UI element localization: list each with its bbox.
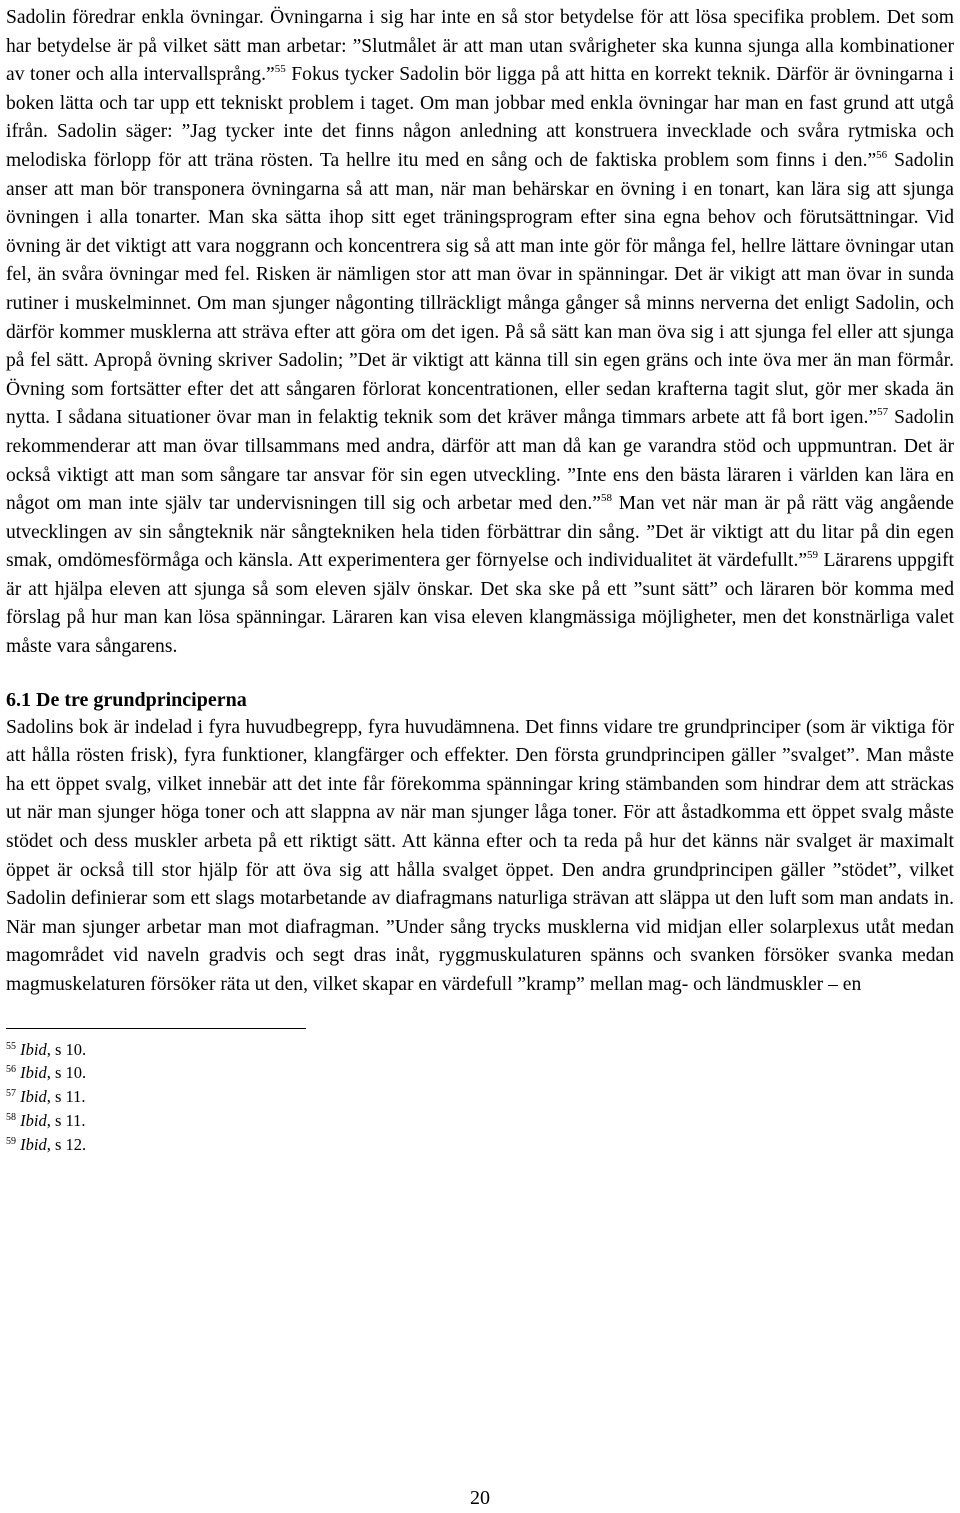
footnote-number: 59: [6, 1135, 16, 1147]
footnote-source: Ibid: [20, 1110, 47, 1130]
footnote-marker: 56: [876, 148, 888, 161]
footnote-number: 55: [6, 1040, 16, 1052]
section-heading: 6.1 De tre grundprinciperna: [6, 688, 247, 711]
footnote-number: 56: [6, 1064, 16, 1076]
footnote-page-ref: , s 12.: [46, 1134, 87, 1154]
paragraph-text: Man vet när man är på rätt väg angående utvecklingen av sin sångteknik när sångtekniken hela tiden förbättrar din sång. ”Det är viktigt att du litar på din egen smak, omdömesförmåga och känsla. Att experimentera ger förnyelse och individualitet ät värdefullt.”: [6, 493, 955, 572]
footnote: [6, 1109, 954, 1133]
footnote-separator: [6, 1028, 306, 1029]
footnote-source: Ibid: [20, 1063, 47, 1083]
paragraph-text: Sadolin rekommenderar att man övar tillsammans med andra, därför att man då kan ge varandra stöd och uppmuntran. Det är också viktigt att man som sångare tar ansvar för sin egen utveckling. ”Inte ens den bästa läraren i världen kan lära en något om man inte själv tar undervisningen till sig och arbetar med den.”: [6, 407, 954, 515]
footnote-source: Ibid: [20, 1039, 47, 1059]
footnote: [6, 1038, 954, 1062]
paragraph-text: Lärarens uppgift är att hjälpa eleven att sjunga så som eleven själv önskar. Det ska ske på ett ”sunt sätt” och läraren bör komma med förslag på hur man kan lösa spänningar. Läraren kan visa eleven klangmässiga möjligheter, men det konstnärliga valet måste vara sångarens.: [6, 550, 954, 658]
footnote-source: Ibid: [20, 1134, 47, 1154]
footnote: [6, 1061, 954, 1085]
footnote-marker: 59: [807, 549, 819, 562]
paragraph-text: Fokus tycker Sadolin bör ligga på att hitta en korrekt teknik. Därför är övningarna i boken lätta och tar upp ett tekniskt problem i taget. Om man jobbar med enkla övningar har man en fast grund att utgå ifrån. Sadolin säger: ”Jag tycker inte det finns någon anledning att konstruera invecklade och svåra rytmiska och melodiska förlopp för att träna rösten. Ta hellre itu med en sång och de faktiska problem som finns i den.”: [6, 64, 954, 171]
footnote-page-ref: , s 11.: [46, 1110, 86, 1130]
footnote-page-ref: , s 10.: [46, 1063, 87, 1083]
footnote-page-ref: , s 11.: [46, 1087, 86, 1107]
footnote-marker: 58: [600, 492, 612, 505]
footnote-marker: 57: [877, 406, 889, 419]
body-paragraph-2: Sadolins bok är indelad i fyra huvudbegrepp, fyra huvudämnena. Det finns vidare tre grundprinciper (som är viktiga för att hålla rösten frisk), fyra funktioner, klangfärger och effekter. Den första grundprincipen gäller ”svalget”. Man måste ha ett öppet svalg, vilket innebär att det inte får förekomma spänningar kring stämbanden som hindrar dem att sträckas ut när man sjunger höga toner och att slappna av när man sjunger låga toner. För att åstadkomma ett öppet svalg måste stödet och dess muskler arbeta på ett riktigt sätt. Att känna efter och ta reda på hur det känns när svalget är maximalt öppet är också till stor hjälp för att öva sig att hålla svalget öppet. Den andra grundprincipen gäller ”stödet”, vilket Sadolin definierar som ett slags motarbetande av diafragmans naturliga strävan att släppa ut den luft som man andats in. När man sjunger arbetar man mot diafragman. ”Under sång trycks musklerna vid midjan eller solarplexus utåt medan magområdet vid naveln gradvis och segt dras inåt, ryggmuskulaturen spänns och svanken försöker svanka medan magmuskelaturen försöker räta ut den, vilket skapar en värdefull ”kramp” mellan mag- och ländmuskler – en: [6, 716, 954, 995]
footnote-page-ref: , s 10.: [46, 1039, 87, 1059]
page-number: 20: [470, 1487, 490, 1509]
footnote-marker: 55: [274, 63, 286, 76]
footnotes: [6, 1038, 954, 1157]
footnote: [6, 1133, 954, 1157]
paragraph-text: Sadolin anser att man bör transponera övningarna så att man, när man behärskar en övning i en tonart, kan lära sig att sjunga övningen i alla tonarter. Man ska sätta ihop sitt eget träningsprogram efter sina egna behov och förutsättningar. Vid övning är det viktigt att vara noggrann och koncentrera sig så att man inte gör för många fel, hellre lättare övningar utan fel, än svåra övningar med fel. Risken är nämligen stor att man övar in spänningar. Det är vikigt att man övar in sunda rutiner i muskelminnet. Om man sjunger någonting tillräckligt många gånger så minns nerverna det enligt Sadolin, och därför kommer musklerna att sträva efter att göra om det igen. På så sätt kan man öva sig i att sjunga fel eller att sjunga på fel sätt. Apropå övning skriver Sadolin; ”Det är viktigt att känna till sin egen gräns och inte öva mer än man förmår. Övning som fortsätter efter det att sångaren förlorat koncentrationen, eller sedan krafterna tagit slut, gör mer skada än nytta. I sådana situationer övar man in felaktig teknik som det kräver många timmars arbete att få bort igen.”: [6, 149, 954, 429]
footnote-number: 57: [6, 1088, 16, 1100]
footnote-source: Ibid: [20, 1087, 47, 1107]
footnote: [6, 1085, 954, 1109]
paragraph-text: Sadolin föredrar enkla övningar. Övningarna i sig har inte en så stor betydelse för att lösa specifika problem. Det som har betydelse är på vilket sätt man arbetar: ”Slutmålet är att man utan svårigheter ska kunna sjunga alla kombinationer av toner och alla intervallsprång.”: [6, 7, 954, 86]
footnote-number: 58: [6, 1111, 16, 1123]
document-page: [6, 4, 954, 1157]
body-paragraph-1: [6, 4, 954, 662]
